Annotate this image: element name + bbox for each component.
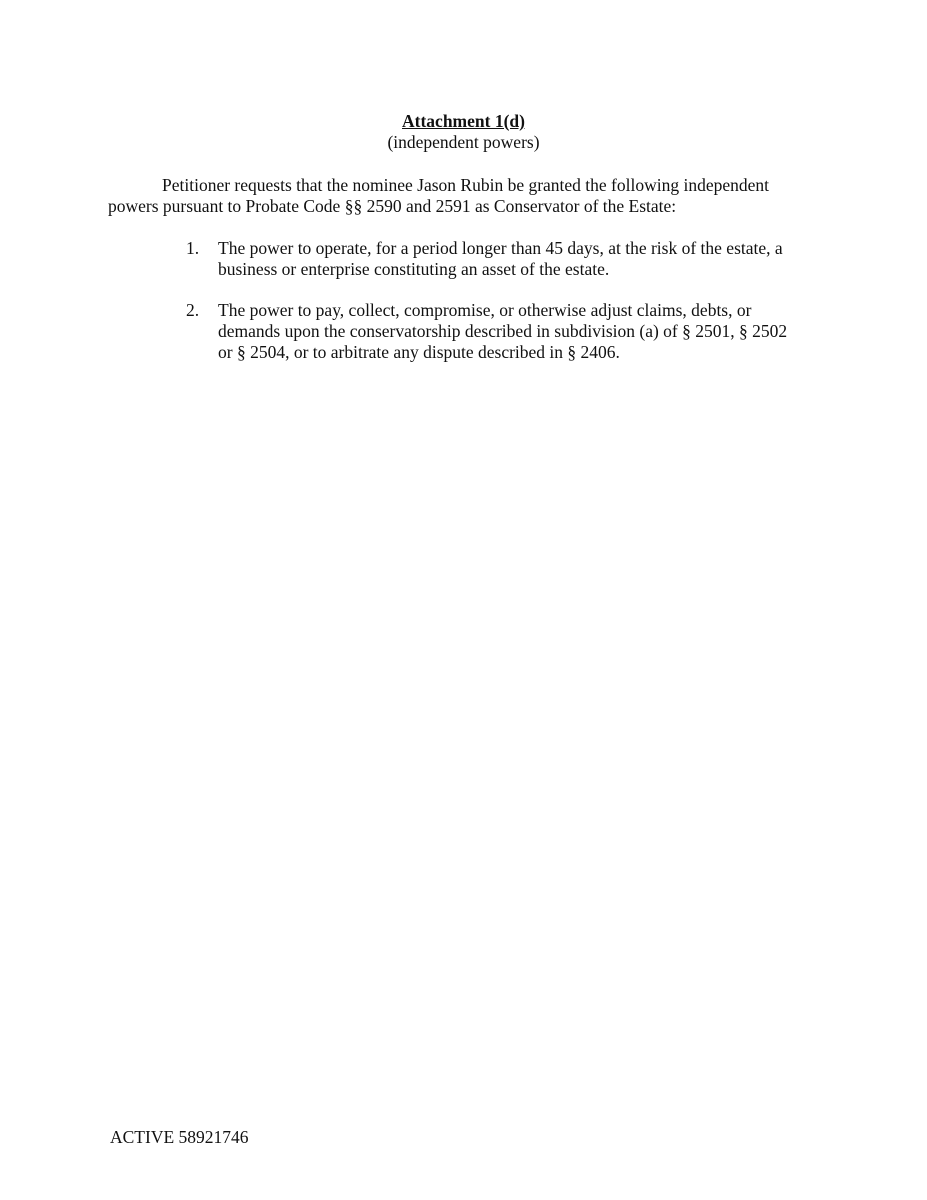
list-item-text — [218, 238, 826, 280]
list-item-line: business or enterprise constituting an asset of the estate. — [218, 259, 610, 279]
list-item-line: demands upon the conservatorship described in subdivision (a) of § 2501, § 2502 — [218, 321, 788, 341]
list-item-number: 2. — [186, 300, 200, 320]
intro-line: Petitioner requests that the nominee Jason Rubin be granted the following independent — [162, 175, 770, 195]
intro-paragraph — [108, 175, 828, 217]
document-id-footer: ACTIVE 58921746 — [110, 1127, 249, 1147]
document-title: Attachment 1(d) — [402, 111, 525, 131]
list-item — [186, 300, 826, 363]
list-item-number: 1. — [186, 238, 200, 258]
list-item — [186, 238, 826, 280]
list-item-text — [218, 300, 826, 363]
intro-line: powers pursuant to Probate Code §§ 2590 and 2591 as Conservator of the Estate: — [108, 196, 677, 216]
document-subtitle: (independent powers) — [387, 132, 540, 152]
list-item-line: or § 2504, or to arbitrate any dispute described in § 2406. — [218, 342, 620, 362]
list-item-line: The power to operate, for a period longer than 45 days, at the risk of the estate, a — [218, 238, 783, 258]
list-item-line: The power to pay, collect, compromise, or otherwise adjust claims, debts, or — [218, 300, 752, 320]
